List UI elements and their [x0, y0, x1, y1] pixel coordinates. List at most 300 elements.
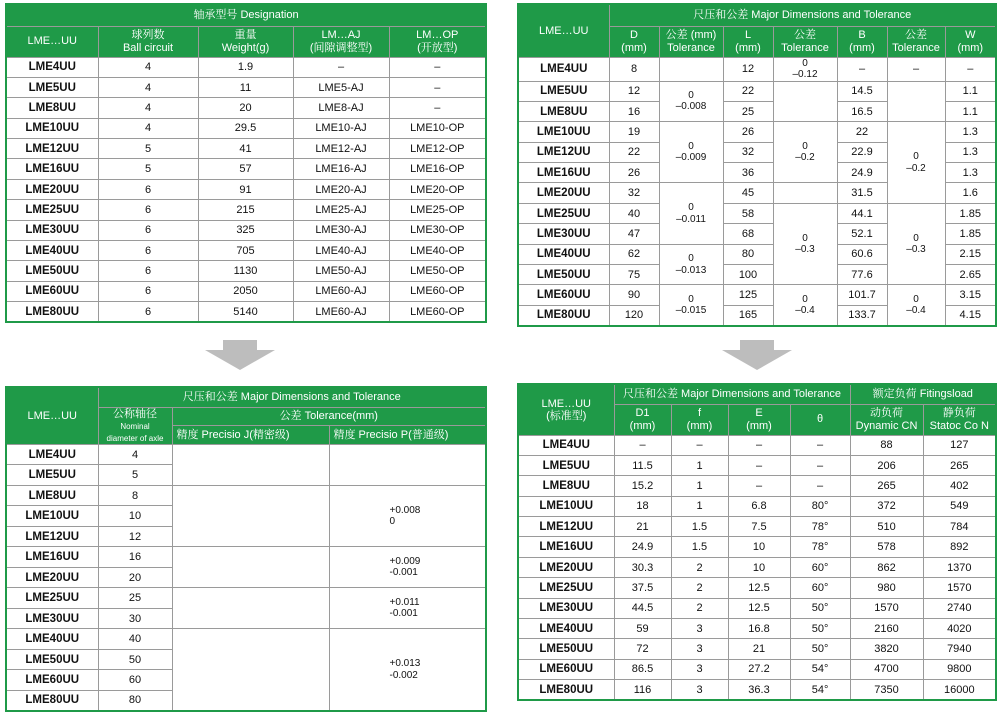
static-load-cell: 127 [923, 435, 996, 455]
weight-cell: 57 [198, 159, 293, 179]
axle-diameter-cell: 8 [98, 485, 172, 506]
axle-diameter-cell: 12 [98, 526, 172, 547]
d-cell: 12 [609, 81, 659, 101]
tolerance-l-cell: 0 –0.4 [773, 285, 837, 326]
e-cell: 27.2 [728, 659, 790, 679]
table-row [6, 57, 486, 77]
axle-diameter-cell: 25 [98, 588, 172, 609]
model-cell: LME80UU [6, 302, 98, 322]
static-load-cell: 7940 [923, 639, 996, 659]
axle-tolerance-table [5, 386, 487, 712]
b-cell: 52.1 [837, 224, 887, 244]
model-cell: LME8UU [518, 101, 609, 121]
model-cell: LME20UU [518, 557, 614, 577]
axle-diameter-cell: 5 [98, 465, 172, 486]
static-load-cell: 1570 [923, 578, 996, 598]
op-cell: LME10-OP [389, 118, 486, 138]
dimensions-table [517, 3, 997, 327]
e-cell: 21 [728, 639, 790, 659]
l-cell: 165 [723, 305, 773, 325]
model-cell: LME12UU [6, 526, 98, 547]
header-tol-l: 公差 Tolerance [773, 26, 837, 57]
table-row [518, 517, 996, 537]
axle-diameter-cell: 80 [98, 690, 172, 711]
w-cell: 1.6 [945, 183, 996, 203]
load-table [517, 383, 997, 701]
theta-cell: 78° [790, 517, 850, 537]
l-cell: 22 [723, 81, 773, 101]
static-load-cell: 265 [923, 455, 996, 475]
d-cell: 16 [609, 101, 659, 121]
dynamic-load-cell: 862 [850, 557, 923, 577]
ball-circuit-cell: 4 [98, 98, 198, 118]
model-cell: LME10UU [518, 122, 609, 142]
w-cell: 1.3 [945, 163, 996, 183]
model-cell: LME12UU [6, 139, 98, 159]
dynamic-load-cell: 372 [850, 496, 923, 516]
table-row [6, 159, 486, 179]
b-cell: 77.6 [837, 265, 887, 285]
table-row [6, 485, 486, 506]
weight-cell: 11 [198, 77, 293, 97]
model-cell: LME50UU [6, 261, 98, 281]
table-row [6, 444, 486, 465]
d-cell: 19 [609, 122, 659, 142]
f-cell: 3 [671, 680, 728, 700]
aj-cell: LME10-AJ [293, 118, 389, 138]
model-cell: LME16UU [6, 547, 98, 568]
header-b: B (mm) [837, 26, 887, 57]
table-row [518, 285, 996, 305]
model-cell: LME8UU [518, 476, 614, 496]
theta-cell: 54° [790, 659, 850, 679]
table-row [518, 435, 996, 455]
model-cell: LME40UU [6, 629, 98, 650]
tolerance-d-cell: 0 –0.008 [659, 81, 723, 122]
table-row [6, 261, 486, 281]
theta-cell: 78° [790, 537, 850, 557]
f-cell: 1.5 [671, 517, 728, 537]
tolerance-d-cell: 0 –0.013 [659, 244, 723, 285]
model-cell: LME5UU [518, 455, 614, 475]
w-cell: 4.15 [945, 305, 996, 325]
l-cell: 36 [723, 163, 773, 183]
precision-p-cell: +0.008 0 [329, 485, 486, 547]
op-cell: LME60-OP [389, 302, 486, 322]
dynamic-load-cell: 510 [850, 517, 923, 537]
model-cell: LME10UU [518, 496, 614, 516]
model-cell: LME16UU [518, 537, 614, 557]
b-cell: 16.5 [837, 101, 887, 121]
model-cell: LME40UU [518, 244, 609, 264]
header-tol-b: 公差 Tolerance [887, 26, 945, 57]
l-cell: 100 [723, 265, 773, 285]
model-cell: LME20UU [518, 183, 609, 203]
model-cell: LME80UU [518, 680, 614, 700]
l-cell: 125 [723, 285, 773, 305]
op-cell: – [389, 77, 486, 97]
table-row [518, 122, 996, 142]
table-row [6, 547, 486, 568]
d1-cell: 116 [614, 680, 671, 700]
ball-circuit-cell: 4 [98, 118, 198, 138]
table-row [518, 557, 996, 577]
table-row [6, 220, 486, 240]
d1-cell: 30.3 [614, 557, 671, 577]
model-cell: LME12UU [518, 517, 614, 537]
static-load-cell: 2740 [923, 598, 996, 618]
e-cell: 12.5 [728, 598, 790, 618]
dynamic-load-cell: 1570 [850, 598, 923, 618]
dynamic-load-cell: 3820 [850, 639, 923, 659]
b-cell: 22 [837, 122, 887, 142]
axle-title: 尺压和公差 Major Dimensions and Tolerance [98, 387, 486, 407]
ball-circuit-cell: 6 [98, 281, 198, 301]
op-cell: LME30-OP [389, 220, 486, 240]
precision-j-cell [172, 485, 329, 547]
ball-circuit-cell: 6 [98, 261, 198, 281]
header-precision-p: 精度 Precisio P(普通级) [329, 426, 486, 445]
load-dim-title: 尺压和公差 Major Dimensions and Tolerance [614, 384, 850, 404]
ball-circuit-cell: 6 [98, 220, 198, 240]
designation-title: 轴承型号 Designation [6, 4, 486, 26]
b-cell: 44.1 [837, 203, 887, 223]
precision-p-cell [329, 444, 486, 485]
ball-circuit-cell: 4 [98, 77, 198, 97]
b-cell: 101.7 [837, 285, 887, 305]
f-cell: 1.5 [671, 537, 728, 557]
tolerance-b-cell: – [887, 57, 945, 81]
tolerance-l-cell: 0 –0.12 [773, 57, 837, 81]
model-cell: LME16UU [518, 163, 609, 183]
ball-circuit-cell: 6 [98, 200, 198, 220]
header-aj: LM…AJ (间隙调整型) [293, 26, 389, 57]
e-cell: 10 [728, 557, 790, 577]
dimensions-title: 尺压和公差 Major Dimensions and Tolerance [609, 4, 996, 26]
model-cell: LME50UU [6, 649, 98, 670]
b-cell: 14.5 [837, 81, 887, 101]
axle-diameter-cell: 4 [98, 444, 172, 465]
d1-cell: 11.5 [614, 455, 671, 475]
w-cell: 2.15 [945, 244, 996, 264]
dynamic-load-cell: 2160 [850, 619, 923, 639]
table-row [518, 455, 996, 475]
l-cell: 26 [723, 122, 773, 142]
model-cell: LME12UU [518, 142, 609, 162]
tolerance-cell [773, 81, 837, 122]
d1-cell: 86.5 [614, 659, 671, 679]
model-cell: LME50UU [518, 639, 614, 659]
static-load-cell: 892 [923, 537, 996, 557]
model-cell: LME25UU [518, 578, 614, 598]
model-cell: LME4UU [518, 57, 609, 81]
w-cell: 2.65 [945, 265, 996, 285]
dynamic-load-cell: 7350 [850, 680, 923, 700]
model-cell: LME50UU [518, 265, 609, 285]
op-cell: LME12-OP [389, 139, 486, 159]
header-model: LME…UU [518, 4, 609, 57]
precision-p-cell: +0.009 -0.001 [329, 547, 486, 588]
d-cell: 47 [609, 224, 659, 244]
f-cell: – [671, 435, 728, 455]
e-cell: – [728, 476, 790, 496]
table-row [518, 476, 996, 496]
d1-cell: 59 [614, 619, 671, 639]
ball-circuit-cell: 6 [98, 241, 198, 261]
weight-cell: 325 [198, 220, 293, 240]
dynamic-load-cell: 4700 [850, 659, 923, 679]
l-cell: 45 [723, 183, 773, 203]
w-cell: 1.1 [945, 81, 996, 101]
table-row [518, 496, 996, 516]
static-load-cell: 16000 [923, 680, 996, 700]
d1-cell: – [614, 435, 671, 455]
l-cell: 25 [723, 101, 773, 121]
table-row [6, 241, 486, 261]
w-cell: 1.1 [945, 101, 996, 121]
model-cell: LME60UU [518, 285, 609, 305]
model-cell: LME5UU [6, 77, 98, 97]
b-cell: 24.9 [837, 163, 887, 183]
d-cell: 40 [609, 203, 659, 223]
e-cell: 36.3 [728, 680, 790, 700]
static-load-cell: 4020 [923, 619, 996, 639]
precision-p-cell: +0.011 -0.001 [329, 588, 486, 629]
d-cell: 120 [609, 305, 659, 325]
aj-cell: LME50-AJ [293, 261, 389, 281]
table-row [518, 537, 996, 557]
table-row [518, 680, 996, 700]
model-cell: LME25UU [6, 588, 98, 609]
table-row [6, 588, 486, 609]
model-cell: LME16UU [6, 159, 98, 179]
theta-cell: 50° [790, 598, 850, 618]
op-cell: LME40-OP [389, 241, 486, 261]
table-row [6, 179, 486, 199]
table-row [6, 200, 486, 220]
table-row [6, 98, 486, 118]
op-cell: – [389, 98, 486, 118]
w-cell: 1.85 [945, 203, 996, 223]
model-cell: LME8UU [6, 485, 98, 506]
dynamic-load-cell: 88 [850, 435, 923, 455]
op-cell: LME50-OP [389, 261, 486, 281]
designation-table [5, 3, 487, 323]
ball-circuit-cell: 4 [98, 57, 198, 77]
f-cell: 1 [671, 455, 728, 475]
header-theta: θ [790, 404, 850, 435]
header-l: L (mm) [723, 26, 773, 57]
load-title: 额定负荷 Fitingsload [850, 384, 996, 404]
precision-j-cell [172, 547, 329, 588]
ball-circuit-cell: 6 [98, 179, 198, 199]
table-row [6, 77, 486, 97]
header-tol-d: 公差 (mm) Tolerance [659, 26, 723, 57]
static-load-cell: 9800 [923, 659, 996, 679]
w-cell: 3.15 [945, 285, 996, 305]
weight-cell: 1130 [198, 261, 293, 281]
e-cell: 6.8 [728, 496, 790, 516]
table-row [518, 578, 996, 598]
header-weight: 重量 Weight(g) [198, 26, 293, 57]
b-cell: 60.6 [837, 244, 887, 264]
op-cell: – [389, 57, 486, 77]
table-row [518, 659, 996, 679]
f-cell: 1 [671, 496, 728, 516]
tolerance-cell [887, 81, 945, 122]
dynamic-load-cell: 206 [850, 455, 923, 475]
model-cell: LME10UU [6, 118, 98, 138]
table-row [518, 57, 996, 81]
model-cell: LME4UU [6, 57, 98, 77]
axle-diameter-cell: 50 [98, 649, 172, 670]
d-cell: 22 [609, 142, 659, 162]
w-cell: 1.85 [945, 224, 996, 244]
d-cell: 32 [609, 183, 659, 203]
d1-cell: 24.9 [614, 537, 671, 557]
header-dynamic: 动负荷 Dynamic CN [850, 404, 923, 435]
d1-cell: 72 [614, 639, 671, 659]
weight-cell: 29.5 [198, 118, 293, 138]
table-row [518, 598, 996, 618]
header-model: LME…UU (标准型) [518, 384, 614, 435]
axle-diameter-cell: 10 [98, 506, 172, 527]
f-cell: 2 [671, 578, 728, 598]
down-arrow-icon [722, 340, 792, 370]
d-cell: 26 [609, 163, 659, 183]
d-cell: 62 [609, 244, 659, 264]
axle-diameter-cell: 40 [98, 629, 172, 650]
d1-cell: 44.5 [614, 598, 671, 618]
axle-diameter-cell: 30 [98, 608, 172, 629]
header-f: f (mm) [671, 404, 728, 435]
dynamic-load-cell: 265 [850, 476, 923, 496]
static-load-cell: 1370 [923, 557, 996, 577]
weight-cell: 2050 [198, 281, 293, 301]
model-cell: LME40UU [518, 619, 614, 639]
theta-cell: 50° [790, 639, 850, 659]
model-cell: LME5UU [518, 81, 609, 101]
theta-cell: 80° [790, 496, 850, 516]
axle-diameter-cell: 20 [98, 567, 172, 588]
model-cell: LME5UU [6, 465, 98, 486]
precision-p-cell: +0.013 -0.002 [329, 629, 486, 711]
table-row [518, 619, 996, 639]
op-cell: LME25-OP [389, 200, 486, 220]
w-cell: 1.3 [945, 122, 996, 142]
weight-cell: 215 [198, 200, 293, 220]
d1-cell: 21 [614, 517, 671, 537]
d1-cell: 37.5 [614, 578, 671, 598]
e-cell: – [728, 435, 790, 455]
aj-cell: – [293, 57, 389, 77]
dynamic-load-cell: 980 [850, 578, 923, 598]
table-row [518, 203, 996, 223]
model-cell: LME80UU [6, 690, 98, 711]
down-arrow-icon [205, 340, 275, 370]
model-cell: LME10UU [6, 506, 98, 527]
l-cell: 32 [723, 142, 773, 162]
precision-j-cell [172, 629, 329, 711]
table-row [518, 81, 996, 101]
aj-cell: LME5-AJ [293, 77, 389, 97]
model-cell: LME30UU [6, 608, 98, 629]
w-cell: 1.3 [945, 142, 996, 162]
table-row [518, 639, 996, 659]
f-cell: 3 [671, 639, 728, 659]
model-cell: LME60UU [6, 670, 98, 691]
ball-circuit-cell: 5 [98, 139, 198, 159]
dynamic-load-cell: 578 [850, 537, 923, 557]
d-cell: 90 [609, 285, 659, 305]
model-cell: LME4UU [518, 435, 614, 455]
weight-cell: 5140 [198, 302, 293, 322]
tolerance-b-cell: 0 –0.3 [887, 203, 945, 285]
aj-cell: LME16-AJ [293, 159, 389, 179]
aj-cell: LME30-AJ [293, 220, 389, 240]
d1-cell: 18 [614, 496, 671, 516]
model-cell: LME8UU [6, 98, 98, 118]
precision-j-cell [172, 588, 329, 629]
table-row [6, 302, 486, 322]
theta-cell: – [790, 455, 850, 475]
b-cell: 31.5 [837, 183, 887, 203]
tolerance-cell [659, 57, 723, 81]
e-cell: 16.8 [728, 619, 790, 639]
tolerance-d-cell: 0 –0.011 [659, 183, 723, 244]
l-cell: 80 [723, 244, 773, 264]
op-cell: LME20-OP [389, 179, 486, 199]
tolerance-b-cell: 0 –0.2 [887, 122, 945, 204]
header-tolerance: 公差 Tolerance(mm) [172, 407, 486, 426]
table-row [6, 118, 486, 138]
ball-circuit-cell: 6 [98, 302, 198, 322]
b-cell: 22.9 [837, 142, 887, 162]
op-cell: LME16-OP [389, 159, 486, 179]
tolerance-b-cell: 0 –0.4 [887, 285, 945, 326]
header-precision-j: 精度 Precisio J(精密级) [172, 426, 329, 445]
static-load-cell: 402 [923, 476, 996, 496]
e-cell: 12.5 [728, 578, 790, 598]
theta-cell: – [790, 435, 850, 455]
model-cell: LME30UU [518, 224, 609, 244]
header-e: E (mm) [728, 404, 790, 435]
header-model: LME…UU [6, 26, 98, 57]
ball-circuit-cell: 5 [98, 159, 198, 179]
static-load-cell: 549 [923, 496, 996, 516]
axle-diameter-cell: 16 [98, 547, 172, 568]
model-cell: LME40UU [6, 241, 98, 261]
f-cell: 2 [671, 557, 728, 577]
header-op: LM…OP (开放型) [389, 26, 486, 57]
model-cell: LME30UU [6, 220, 98, 240]
l-cell: 68 [723, 224, 773, 244]
l-cell: 12 [723, 57, 773, 81]
b-cell: – [837, 57, 887, 81]
table-row [6, 629, 486, 650]
d-cell: 8 [609, 57, 659, 81]
f-cell: 3 [671, 659, 728, 679]
d1-cell: 15.2 [614, 476, 671, 496]
header-model: LME…UU [6, 387, 98, 444]
d-cell: 75 [609, 265, 659, 285]
header-axle: 公称轴径 Nominal diameter of axle [98, 407, 172, 444]
theta-cell: – [790, 476, 850, 496]
f-cell: 3 [671, 619, 728, 639]
theta-cell: 50° [790, 619, 850, 639]
precision-j-cell [172, 444, 329, 485]
model-cell: LME60UU [6, 281, 98, 301]
